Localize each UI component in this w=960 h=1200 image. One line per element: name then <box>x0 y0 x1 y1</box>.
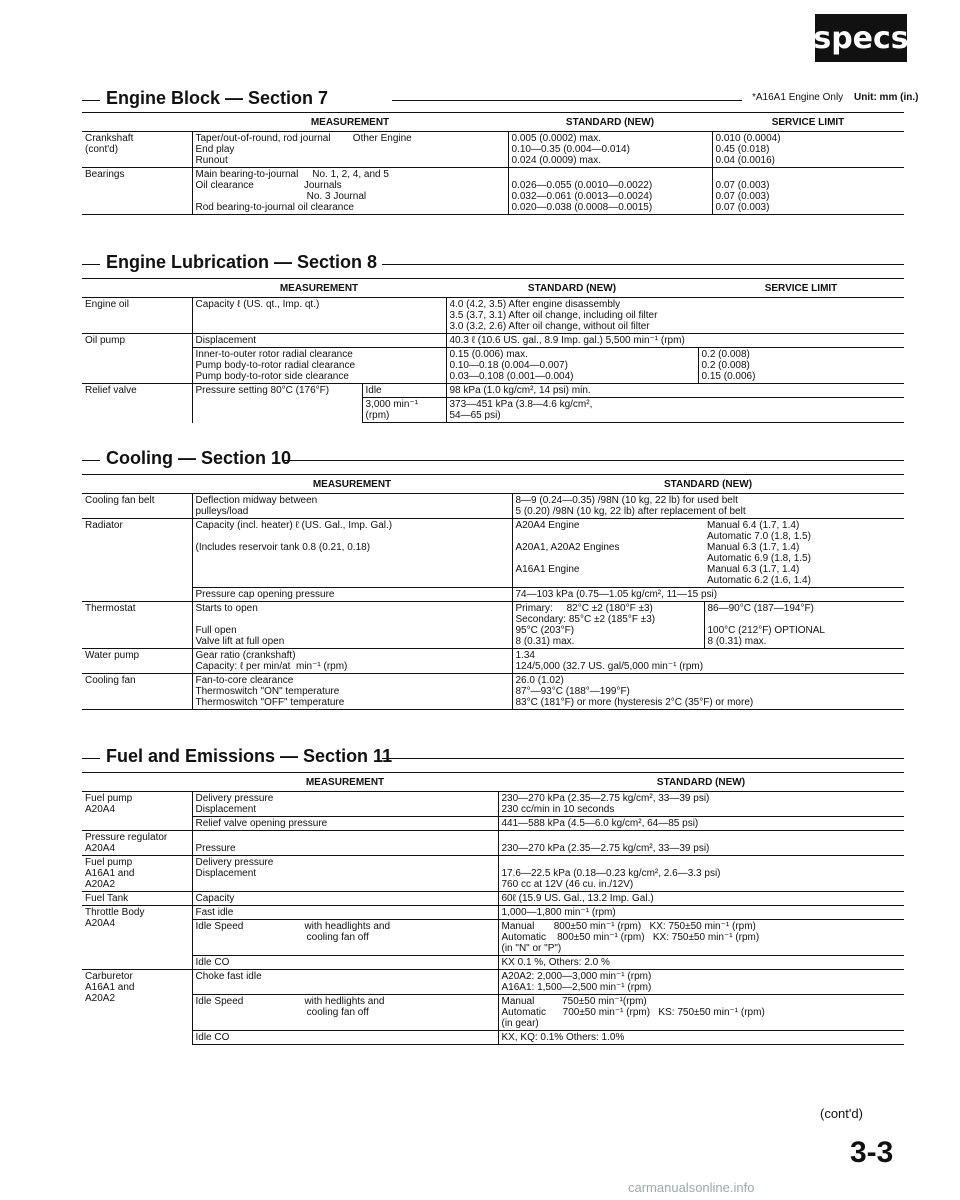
section-title: Fuel and Emissions — Section 11 <box>106 746 398 767</box>
table-row: Cooling fan Fan-to-core clearance Thermoswitch "ON" temperature Thermoswitch "OFF" temperature 26.0 (1.02) 87°—93°C (188°—199°F) 83°C (181°F) or more (hysteresis 2°C (35°F) or more) <box>82 674 904 710</box>
table-row: Oil pump Displacement 40.3 ℓ (10.6 US. gal., 8.9 Imp. gal.) 5,500 min⁻¹ (rpm) <box>82 334 904 348</box>
col-header: STANDARD (NEW) <box>512 475 904 494</box>
section-title: Engine Block — Section 7 <box>106 88 334 109</box>
cooling-table <box>82 474 904 710</box>
engine-note: *A16A1 Engine Only <box>752 92 844 103</box>
table-row: Throttle Body A20A4 Fast idle 1,000—1,800 min⁻¹ (rpm) <box>82 906 904 920</box>
table-row: Inner-to-outer rotor radial clearance Pump body-to-rotor radial clearance Pump body-to-rotor side clearance 0.15 (0.006) max. 0.10—0.18 (0.004—0.007) 0.03—0.108 (0.001—0.004) 0.2 (0.008) 0.2 (0.008) 0.15 (0.006) <box>82 348 904 384</box>
table-row: Engine oil Capacity ℓ (US. qt., Imp. qt.) 4.0 (4.2, 3.5) After engine disassembly 3.5 (3.7, 3.1) After oil change, including oil filter 3.0 (3.2, 2.6) After oil change, without oil filter <box>82 298 904 334</box>
page-number: 3-3 <box>850 1136 894 1169</box>
table-row: Thermostat Starts to open Full open Valve lift at full open Primary: 82°C ±2 (180°F ±3) Secondary: 85°C ±2 (185°F ±3) 95°C (203°F) 8 (0.31) max. 86—90°C (187—194°F) 100°C (212°F) OPTIONAL 8 (0.31) max. <box>82 602 904 649</box>
section-header-engine-block <box>82 88 919 114</box>
table-row: Fuel pump A20A4 Delivery pressure Displacement 230—270 kPa (2.35—2.75 kg/cm², 33—39 psi) 230 cc/min in 10 seconds <box>82 792 904 817</box>
unit-note: Unit: mm (in.) <box>854 92 919 103</box>
lubrication-table <box>82 278 904 423</box>
table-row: Radiator Capacity (incl. heater) ℓ (US. Gal., Imp. Gal.) (Includes reservoir tank 0.8 (0.21, 0.18) A20A4 Engine A20A1, A20A2 Engines A16A1 Engine Manual 6.4 (1.7, 1.4) Automatic 7.0 (1.8, 1.5) Manual 6.3 (1.7, 1.4) Automatic 6.9 (1.8, 1.5) Manual 6.3 (1.7, 1.4) Automatic 6.2 (1.6, 1.4) <box>82 519 904 588</box>
section-title: Cooling — Section 10 <box>106 448 297 469</box>
table-row: Idle Speed with hedlights and cooling fan off Manual 750±50 min⁻¹(rpm) Automatic 700±50 min⁻¹ (rpm) KS: 750±50 min⁻¹ (rpm) (in gear) <box>82 995 904 1031</box>
watermark: carmanualsonline.info <box>628 1180 755 1195</box>
table-row: Cooling fan belt Deflection midway between pulleys/load 8—9 (0.24—0.35) /98N (10 kg, 22 lb) for used belt 5 (0.20) /98N (10 kg, 22 lb) after replacement of belt <box>82 494 904 519</box>
section-header-fuel <box>82 746 904 772</box>
table-row: 3,000 min⁻¹ (rpm) 373—451 kPa (3.8—4.6 kg/cm², 54—65 psi) <box>82 398 904 423</box>
table-row: Idle CO KX 0.1 %, Others: 2.0 % <box>82 956 904 970</box>
col-header: STANDARD (NEW) <box>446 279 698 298</box>
section-header-cooling <box>82 448 904 474</box>
table-row: Crankshaft (cont'd) Taper/out-of-round, rod journal Other Engine End play Runout 0.005 (0.0002) max. 0.10—0.35 (0.004—0.014) 0.024 (0.0009) max. 0.010 (0.0004) 0.45 (0.018) 0.04 (0.0016) <box>82 132 904 168</box>
col-header: MEASUREMENT <box>192 113 508 132</box>
table-row: Pressure regulator A20A4 Pressure 230—270 kPa (2.35—2.75 kg/cm², 33—39 psi) <box>82 831 904 856</box>
table-row: Fuel pump A16A1 and A20A2 Delivery pressure Displacement 17.6—22.5 kPa (0.18—0.23 kg/cm², 2.6—3.3 psi) 760 cc at 12V (46 cu. in./12V) <box>82 856 904 892</box>
table-row: Water pump Gear ratio (crankshaft) Capacity: ℓ per min/at min⁻¹ (rpm) 1.34 124/5,000 (32.7 US. gal/5,000 min⁻¹ (rpm) <box>82 649 904 674</box>
fuel-table <box>82 772 904 1045</box>
specs-badge: specs <box>815 14 907 62</box>
table-row: Fuel Tank Capacity 60ℓ (15.9 US. Gal., 13.2 Imp. Gal.) <box>82 892 904 906</box>
table-row: Idle Speed with headlights and cooling fan off Manual 800±50 min⁻¹ (rpm) KX: 750±50 min⁻¹ (rpm) Automatic 800±50 min⁻¹ (rpm) KX: 750±50 min⁻¹ (rpm) (in "N" or "P") <box>82 920 904 956</box>
col-header: SERVICE LIMIT <box>698 279 904 298</box>
table-row: Idle CO KX, KQ: 0.1% Others: 1.0% <box>82 1031 904 1045</box>
table-row: Pressure cap opening pressure 74—103 kPa (0.75—1.05 kg/cm², 11—15 psi) <box>82 588 904 602</box>
table-row: Relief valve Pressure setting 80°C (176°F) Idle 98 kPa (1.0 kg/cm², 14 psi) min. <box>82 384 904 398</box>
col-header: MEASUREMENT <box>192 279 446 298</box>
section-header-lubrication <box>82 252 904 278</box>
table-row: Bearings Main bearing-to-journal No. 1, 2, 4, and 5 Oil clearance Journals No. 3 Journal Rod bearing-to-journal oil clearance 0.026—0.055 (0.0010—0.0022) 0.032—0.061 (0.0013—0.0024) 0.020—0.038 (0.0008—0.0015) 0.07 (0.003) 0.07 (0.003) 0.07 (0.003) <box>82 168 904 215</box>
col-header: STANDARD (NEW) <box>498 773 904 792</box>
table-row: Carburetor A16A1 and A20A2 Choke fast idle A20A2: 2,000—3,000 min⁻¹ (rpm) A16A1: 1,500—2,500 min⁻¹ (rpm) <box>82 970 904 995</box>
col-header: MEASUREMENT <box>192 773 498 792</box>
engine-block-table <box>82 112 904 215</box>
col-header: MEASUREMENT <box>192 475 512 494</box>
section-title: Engine Lubrication — Section 8 <box>106 252 383 273</box>
col-header: SERVICE LIMIT <box>712 113 904 132</box>
table-row: Relief valve opening pressure 441—588 kPa (4.5—6.0 kg/cm², 64—85 psi) <box>82 817 904 831</box>
col-header: STANDARD (NEW) <box>508 113 712 132</box>
continued-label: (cont'd) <box>820 1106 863 1121</box>
